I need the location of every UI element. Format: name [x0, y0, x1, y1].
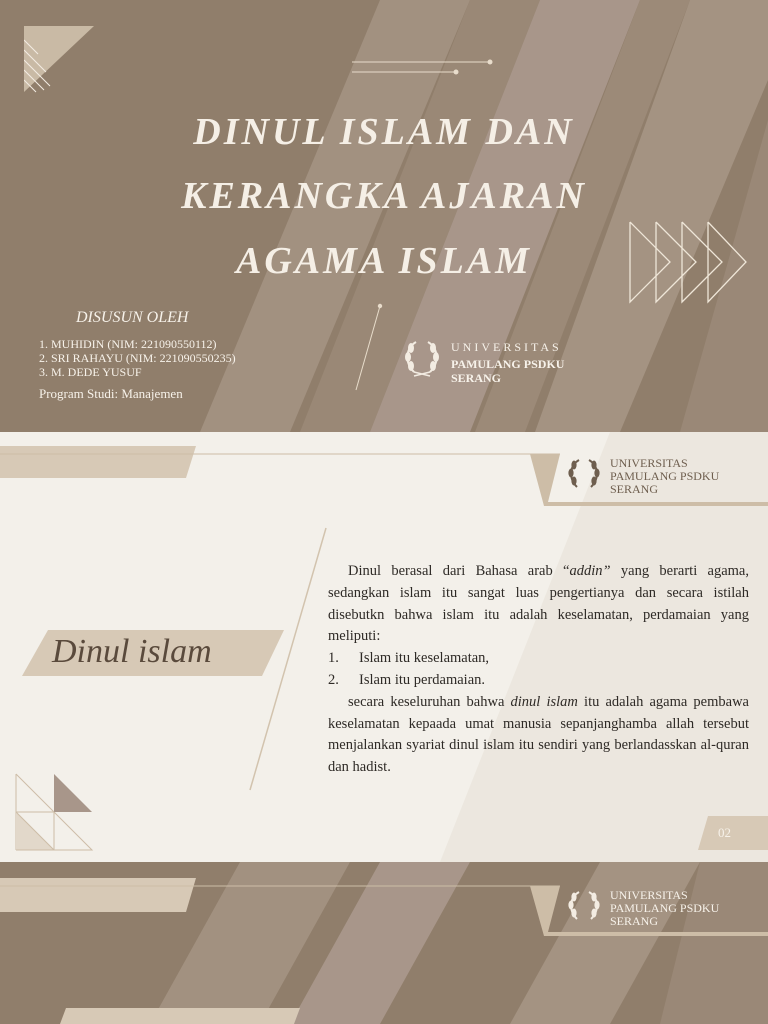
author-3: 3. M. DEDE YUSUF — [39, 365, 142, 379]
author-2: 2. SRI RAHAYU (NIM: 221090550235) — [39, 351, 236, 365]
university-name-line-1: PAMULANG PSDKU — [451, 357, 565, 371]
university-name-line-3: SERANG — [610, 914, 659, 928]
top-lines-decoration — [348, 56, 498, 78]
university-wreath-icon — [566, 888, 602, 924]
slide-title-line-2: KERANGKA AJARAN — [181, 175, 587, 217]
university-name-line-3: SERANG — [610, 482, 659, 496]
university-name-line-1: UNIVERSITAS — [610, 456, 688, 470]
university-word: UNIVERSITAS — [451, 340, 562, 354]
university-name-line-1: UNIVERSITAS — [610, 888, 688, 902]
list-item: 1. Islam itu keselamatan, — [328, 650, 490, 667]
corner-triangle-decoration — [24, 26, 96, 96]
slide-title-line-3: AGAMA ISLAM — [236, 240, 532, 282]
study-program: Program Studi: Manajemen — [39, 386, 183, 401]
authors-heading: DISUSUN OLEH — [76, 309, 189, 326]
divider-line — [350, 300, 386, 396]
list-item: 2. Islam itu perdamaian. — [328, 671, 486, 688]
university-wreath-icon — [566, 456, 602, 492]
university-wreath-icon — [402, 338, 442, 378]
section-heading: Dinul islam — [52, 633, 212, 670]
university-name-line-2: PAMULANG PSDKU — [610, 469, 720, 483]
page-number: 02 — [718, 825, 731, 840]
author-1: 1. MUHIDIN (NIM: 221090550112) — [39, 337, 217, 351]
title-slide — [0, 0, 768, 432]
paragraph-2: secara keseluruhan bahwa dinul islam itu adalah agama pembawa keselamatan kepaada umat manusia sepanjanghamba allah tersebut menjalankan syariat dinul islam itu sendiri yang berlandasskan al-quran dan hadist. — [328, 693, 749, 776]
university-name-line-2: SERANG — [451, 371, 502, 385]
body-text — [328, 561, 749, 779]
paragraph-1: Dinul berasal dari Bahasa arab “addin” yang berarti agama, sedangkan islam itu sangat luas pengertianya dan secara istilah disebutkn bahwa islam itu adalah keselamatan, perdamaian yang meliputi: — [328, 563, 749, 645]
slide-title-line-1: DINUL ISLAM DAN — [193, 111, 575, 153]
next-slide-background — [0, 862, 768, 1024]
university-name-line-2: PAMULANG PSDKU — [610, 901, 720, 915]
